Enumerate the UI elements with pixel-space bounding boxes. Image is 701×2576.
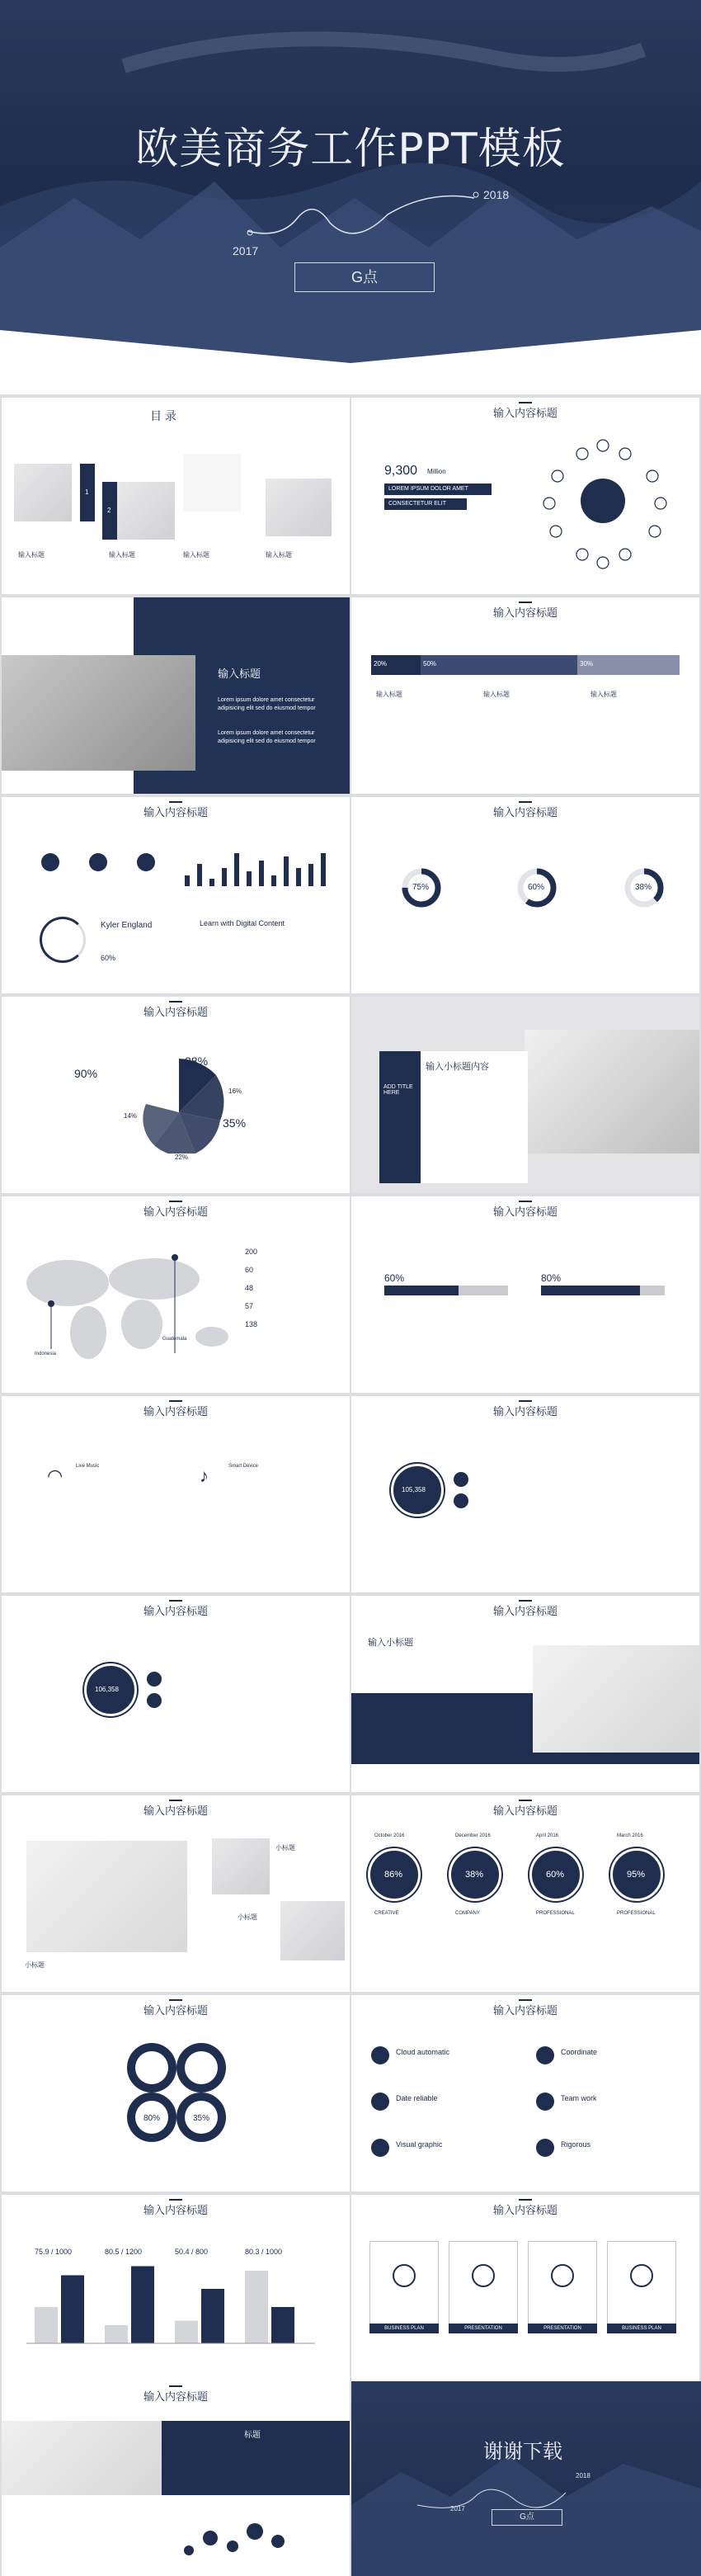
- mini-bar-chart: [185, 852, 333, 886]
- toc-label-4: 输入标题: [266, 551, 292, 559]
- slide-title: 输入内容标题: [2, 1403, 350, 1418]
- feature-title-5: Visual graphic: [396, 2140, 443, 2149]
- map-val-1: 200: [245, 1248, 258, 1256]
- photos-main: [26, 1841, 187, 1952]
- features-slide: [351, 1995, 699, 2191]
- rose-p2: 28%: [185, 1054, 209, 1068]
- map-slide: [2, 1196, 350, 1393]
- feature-title-4: Team work: [561, 2094, 597, 2102]
- bar-4-2: [271, 2307, 294, 2343]
- mini-bar: [284, 856, 289, 886]
- calendar-icon: [371, 2092, 389, 2111]
- rose-slide: [2, 997, 350, 1193]
- mini-bar: [296, 868, 301, 886]
- bar-cat-4: 80.3 / 1000: [245, 2248, 283, 2256]
- hex-1: [41, 853, 59, 871]
- donut-label-1: 75%: [412, 883, 430, 892]
- end-year-end: 2018: [576, 2472, 590, 2479]
- bar-1-1: [35, 2307, 58, 2343]
- cover-button[interactable]: G点: [294, 262, 435, 292]
- ring-label-1: 86%: [384, 1870, 403, 1880]
- laptop-slide: [351, 997, 699, 1193]
- mini-bar: [321, 853, 326, 886]
- segment-1: 20%: [374, 660, 388, 668]
- card-icon-2: [472, 2264, 495, 2287]
- hex-2: [89, 853, 107, 871]
- world-map: [18, 1246, 241, 1361]
- timeline-slide: [2, 797, 350, 993]
- kyler-pct: 60%: [101, 954, 116, 962]
- progress-slide: [351, 1196, 699, 1393]
- bubble-heading: 标题: [244, 2431, 261, 2440]
- mini-bar: [185, 875, 190, 886]
- card-4: [607, 2241, 676, 2333]
- toc-photo-4: [266, 479, 332, 536]
- rose-p1: 90%: [74, 1067, 98, 1080]
- laptop-heading: 输入小标题内容: [426, 1062, 489, 1072]
- slide-title: 输入内容标题: [351, 1203, 699, 1219]
- bar-4-1: [245, 2271, 268, 2343]
- end-year-start: 2017: [450, 2505, 465, 2512]
- feature-title-3: Date reliable: [396, 2094, 438, 2102]
- bar-chart: [26, 2244, 323, 2360]
- end-button[interactable]: G点: [492, 2509, 562, 2526]
- hex-3: [137, 853, 155, 871]
- progress-b-bar: [541, 1286, 640, 1295]
- slide-title: 输入内容标题: [351, 2201, 699, 2217]
- segment-2: 50%: [423, 660, 437, 668]
- cards-slide: [351, 2195, 699, 2391]
- toc-photo-3: [183, 454, 241, 512]
- map-tag-1: Indonesia: [35, 1352, 57, 1356]
- percent-bar-slide: [351, 597, 699, 794]
- card-icon-3: [551, 2264, 574, 2287]
- petals-slide: [2, 1995, 350, 2191]
- title-para: Lorem ipsum dolore amet consectetur adipisicing elit sed do eiusmod tempor: [218, 697, 316, 711]
- desk-slide: [351, 1596, 699, 1792]
- bar-2-1: [105, 2325, 128, 2343]
- feature-title-1: Cloud automatic: [396, 2048, 450, 2056]
- title-heading: 输入标题: [218, 668, 261, 680]
- slide-title: 输入内容标题: [2, 1203, 350, 1219]
- rings-slide: [351, 1795, 699, 1992]
- toc-label-1: 输入标题: [18, 551, 45, 559]
- mini-bar: [247, 871, 252, 886]
- bar-chart-slide: [2, 2195, 350, 2391]
- desk-photo: [2, 655, 195, 771]
- laptop-side: ADD TITLE HERE: [383, 1084, 413, 1096]
- hub-circle-2: [84, 1663, 137, 1716]
- hub-value: 105,358: [402, 1486, 426, 1493]
- end-mountains: [351, 2381, 701, 2576]
- slide-title: 输入内容标题: [351, 404, 699, 420]
- mini-bar: [222, 868, 227, 886]
- rose-p6: 14%: [124, 1112, 138, 1120]
- card-1: [369, 2241, 439, 2333]
- progress-a-label: 60%: [384, 1272, 405, 1284]
- end-slide: [351, 2381, 701, 2576]
- feature-title-6: Rigorous: [561, 2140, 591, 2149]
- slide-title: 输入内容标题: [2, 2388, 350, 2404]
- bubble-chart: [179, 2513, 303, 2563]
- donut-label-3: 38%: [635, 883, 652, 892]
- cover-slide: [0, 0, 701, 394]
- card-icon-4: [630, 2264, 653, 2287]
- slide-title: 输入内容标题: [2, 2002, 350, 2017]
- chart-icon: [371, 2139, 389, 2157]
- mini-bar: [271, 875, 276, 886]
- rose-p3: 35%: [223, 1116, 247, 1130]
- network-unit: Million: [427, 468, 446, 475]
- mini-bar: [209, 879, 214, 886]
- hub-slide: [351, 1396, 699, 1592]
- slide-title: 输入内容标题: [2, 804, 350, 819]
- percent-col-2: 输入标题: [483, 691, 510, 698]
- petal-chart: [125, 2041, 228, 2144]
- map-val-2: 60: [245, 1266, 254, 1274]
- bubble-slide: [2, 2381, 350, 2576]
- ring-name-4: PROFESSIONAL: [617, 1911, 656, 1916]
- slide-title: 输入内容标题: [351, 1602, 699, 1618]
- slide-title: 输入内容标题: [2, 1602, 350, 1618]
- cover-title: 欧美商务工作PPT模板: [135, 125, 566, 174]
- ring-label-3: 60%: [546, 1870, 565, 1880]
- ring-name-3: PROFESSIONAL: [536, 1911, 575, 1916]
- network-bar-1: LOREM IPSUM DOLOR AMET: [388, 486, 468, 492]
- percent-col-3: 输入标题: [590, 691, 617, 698]
- card-2: [449, 2241, 518, 2333]
- photos-title-3: 小标题: [25, 1961, 45, 1969]
- hub-slide-2: [2, 1596, 350, 1792]
- segment-3: 30%: [580, 660, 594, 668]
- icons-slide: [2, 1396, 350, 1592]
- slide-title: 输入内容标题: [351, 2002, 699, 2017]
- mountain-background: [0, 0, 701, 394]
- learn-label: Learn with Digital Content: [200, 919, 285, 927]
- ring-label-4: 95%: [627, 1870, 646, 1880]
- laptop-photo: [525, 1030, 699, 1154]
- gear-icon: [536, 2046, 554, 2064]
- bar-3-1: [175, 2321, 198, 2344]
- map-tag-2: Guatemala: [162, 1337, 187, 1342]
- ring-month-1: October 2016: [374, 1833, 405, 1838]
- ring-month-3: April 2016: [536, 1833, 559, 1838]
- bar-2-2: [131, 2267, 154, 2344]
- slide-title: 输入内容标题: [351, 1802, 699, 1818]
- slide-title: 输入内容标题: [2, 2201, 350, 2217]
- progress-b-label: 80%: [541, 1272, 562, 1284]
- globe-icon: [536, 2092, 554, 2111]
- rose-p5: 22%: [175, 1154, 189, 1161]
- slide-title: 输入内容标题: [351, 804, 699, 819]
- feature-title-2: Coordinate: [561, 2048, 598, 2056]
- photos-title-2: 小标题: [238, 1913, 257, 1921]
- bar-3-2: [201, 2289, 224, 2343]
- desk-woman-photo: [533, 1645, 699, 1753]
- hub2-node-1: [147, 1672, 162, 1687]
- slide-title: 输入内容标题: [351, 604, 699, 620]
- cover-year-start: 2017: [233, 244, 259, 257]
- desk-heading: 输入小标题: [368, 1638, 413, 1648]
- ring-month-2: December 2016: [455, 1833, 491, 1838]
- music-icon: ♪: [200, 1465, 209, 1486]
- icons-left-title: Live Music: [76, 1464, 100, 1469]
- bar-cat-2: 80.5 / 1200: [105, 2248, 143, 2256]
- map-val-4: 57: [245, 1302, 254, 1310]
- mini-bar: [308, 864, 313, 886]
- ring-label-2: 38%: [465, 1870, 484, 1880]
- card-footer-4: BUSINESS PLAN: [607, 2324, 676, 2333]
- hub2-node-2: [147, 1693, 162, 1708]
- title-slide: [2, 597, 350, 794]
- donut-label-2: 60%: [528, 883, 545, 892]
- card-icon-1: [393, 2264, 416, 2287]
- petal-b: 35%: [193, 2114, 210, 2123]
- card-3: [528, 2241, 597, 2333]
- mini-bar: [197, 864, 202, 886]
- network-slide: [351, 398, 699, 594]
- card-footer-3: PRESENTATION: [528, 2324, 597, 2333]
- progress-a-bar: [384, 1286, 459, 1295]
- map-val-3: 48: [245, 1284, 254, 1292]
- network-value: 9,300: [384, 464, 418, 478]
- network-bar-2: CONSECTETUR ELIT: [388, 501, 447, 507]
- slide-title: 输入内容标题: [2, 1003, 350, 1019]
- rose-p4: 16%: [228, 1087, 242, 1095]
- toc-label-2: 输入标题: [109, 551, 135, 559]
- bar-cat-1: 75.9 / 1000: [35, 2248, 73, 2256]
- petal-a: 80%: [143, 2114, 161, 2123]
- photos-slide: [2, 1795, 350, 1992]
- map-val-5: 138: [245, 1320, 258, 1328]
- network-nodes: [533, 431, 673, 587]
- slide-title: 输入内容标题: [2, 1802, 350, 1818]
- donut-slide: [351, 797, 699, 993]
- photos-title-1: 小标题: [275, 1844, 295, 1852]
- photos-small-2: [280, 1901, 345, 1960]
- hub-value-2: 106,358: [95, 1686, 119, 1693]
- hub-node-1: [454, 1472, 468, 1487]
- photos-small-1: [212, 1838, 270, 1894]
- slide-title: 输入内容标题: [351, 1403, 699, 1418]
- headphones-icon: ◠: [47, 1465, 64, 1486]
- toc-slide: [2, 398, 350, 594]
- ring-name-2: COMPANY: [455, 1911, 480, 1916]
- toc-photo-2: [117, 482, 175, 540]
- bar-1-2: [61, 2276, 84, 2344]
- hub-circle: [391, 1464, 444, 1517]
- percent-col-1: 输入标题: [376, 691, 402, 698]
- rose-chart: [134, 1046, 224, 1154]
- end-title: 谢谢下载: [483, 2441, 562, 2463]
- cloud-icon: [371, 2046, 389, 2064]
- toc-photo-1: [14, 464, 72, 521]
- icons-right-title: Smart Device: [228, 1464, 259, 1469]
- pct-ring: [40, 917, 86, 963]
- search-icon: [536, 2139, 554, 2157]
- toc-num-1: 1: [85, 488, 89, 496]
- toc-label-3: 输入标题: [183, 551, 209, 559]
- ring-month-4: March 2016: [617, 1833, 643, 1838]
- hub-node-2: [454, 1493, 468, 1508]
- toc-title: 目 录: [150, 409, 176, 422]
- toc-num-2: 2: [107, 507, 111, 514]
- ring-name-1: CREATIVE: [374, 1911, 399, 1916]
- card-footer-1: BUSINESS PLAN: [369, 2324, 439, 2333]
- card-footer-2: PRESENTATION: [449, 2324, 518, 2333]
- cover-year-end: 2018: [483, 188, 510, 201]
- mini-bar: [259, 861, 264, 886]
- kyler-label: Kyler England: [101, 921, 153, 930]
- mini-bar: [234, 853, 239, 886]
- bubble-photo: [2, 2421, 162, 2495]
- bar-cat-3: 50.4 / 800: [175, 2248, 209, 2256]
- title-para-2: Lorem ipsum dolore amet consectetur adipisicing elit sed do eiusmod tempor: [218, 730, 316, 744]
